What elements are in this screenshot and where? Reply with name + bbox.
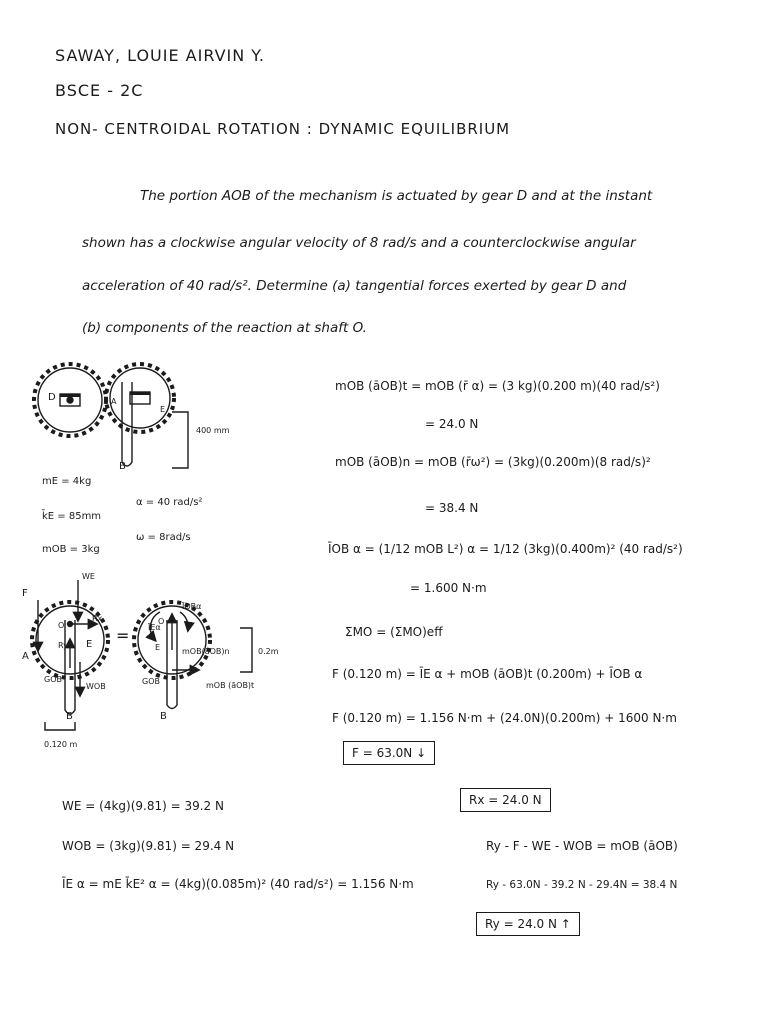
eq-tangential: mOB (āOB)t = mOB (r̄ α) = (3 kg)(0.200 m)(40 rad/s²) bbox=[335, 379, 660, 393]
fbd-label-dist: 0.120 m bbox=[44, 740, 78, 749]
eq-moment-expand: F (0.120 m) = ĪE α + mOB (āOB)t (0.200m) + ĪOB α bbox=[332, 667, 643, 681]
problem-line-1: The portion AOB of the mechanism is actuated by gear D and at the instant bbox=[140, 188, 653, 204]
given-alpha: α = 40 rad/s² bbox=[136, 497, 203, 508]
fbd-label-a: A bbox=[22, 651, 29, 662]
fbd-label-f: F bbox=[22, 588, 28, 599]
given-radius-gyration: k̄E = 85mm bbox=[42, 511, 102, 522]
given-omega: ω = 8rad/s bbox=[136, 532, 191, 543]
section-label: BSCE - 2C bbox=[55, 81, 144, 100]
problem-line-4: (b) components of the reaction at shaft O. bbox=[82, 320, 367, 336]
eq-normal: mOB (āOB)n = mOB (r̄ω²) = (3kg)(0.200m)(8 rad/s)² bbox=[335, 455, 651, 469]
fbd-label-wob: WOB bbox=[86, 682, 106, 691]
eq-inertia-e: ĪE α = mE k̄E² α = (4kg)(0.085m)² (40 rad/s²) = 1.156 N·m bbox=[62, 877, 414, 891]
eq-weight-ob: WOB = (3kg)(9.81) = 29.4 N bbox=[62, 839, 235, 853]
fbd-label-rx: Rx bbox=[92, 614, 103, 623]
fbd-equals: = bbox=[116, 626, 131, 645]
label-length: 400 mm bbox=[196, 426, 230, 435]
kin-label-dist: 0.2m bbox=[258, 647, 279, 656]
kin-label-iea: ĪEα bbox=[148, 623, 161, 632]
kin-label-ioba: ĪOBα bbox=[182, 602, 202, 611]
given-mass-e: mE = 4kg bbox=[42, 476, 92, 487]
problem-line-2: shown has a clockwise angular velocity of 8 rad/s and a counterclockwise angular bbox=[82, 235, 636, 251]
label-b: B bbox=[119, 461, 126, 472]
eq-vertical-values: Ry - 63.0N - 39.2 N - 29.4N = 38.4 N bbox=[486, 879, 678, 891]
label-a: A bbox=[111, 397, 117, 406]
gear-d-icon bbox=[34, 364, 106, 436]
answer-f: F = 63.0N ↓ bbox=[343, 741, 435, 765]
problem-line-3: acceleration of 40 rad/s². Determine (a) tangential forces exerted by gear D and bbox=[82, 278, 627, 294]
eq-weight-e: WE = (4kg)(9.81) = 39.2 N bbox=[62, 799, 224, 813]
given-mass-ob: mOB = 3kg bbox=[42, 544, 100, 555]
eq-inertia-ob-result: = 1.600 N·m bbox=[410, 581, 487, 595]
eq-moment-values: F (0.120 m) = 1.156 N·m + (24.0N)(0.200m) + 1600 N·m bbox=[332, 711, 677, 725]
eq-moment-sum: ΣMO = (ΣMO)eff bbox=[345, 625, 443, 639]
kin-label-mn: mOB(āOB)n bbox=[182, 647, 230, 656]
eq-tangential-result: = 24.0 N bbox=[425, 417, 479, 431]
kin-label-e: E bbox=[155, 643, 161, 652]
fbd-label-e: E bbox=[86, 639, 93, 650]
eq-normal-result: = 38.4 N bbox=[425, 501, 479, 515]
kin-label-mt: mOB (āOB)t bbox=[206, 681, 255, 690]
answer-rx: Rx = 24.0 N bbox=[460, 788, 551, 812]
topic-title: NON- CENTROIDAL ROTATION : DYNAMIC EQUILIBRIUM bbox=[55, 120, 511, 138]
eq-inertia-ob: ĪOB α = (1/12 mOB L²) α = 1/12 (3kg)(0.400m)² (40 rad/s²) bbox=[328, 542, 683, 556]
eq-vertical-sum: Ry - F - WE - WOB = mOB (āOB) bbox=[486, 839, 678, 853]
fbd-label-o: O bbox=[58, 621, 65, 630]
fbd-label-ry: Ry bbox=[58, 641, 68, 650]
answer-ry: Ry = 24.0 N ↑ bbox=[476, 912, 580, 936]
fbd-label-b: B bbox=[66, 711, 73, 722]
kin-label-b: B bbox=[160, 711, 167, 722]
fbd-label-we: WE bbox=[82, 572, 95, 581]
label-d: D bbox=[48, 392, 56, 403]
student-name: SAWAY, LOUIE AIRVIN Y. bbox=[55, 46, 265, 65]
fbd-label-gob: GOB bbox=[44, 675, 62, 684]
kin-label-gob: GOB bbox=[142, 677, 160, 686]
label-e: E bbox=[160, 405, 166, 414]
kin-label-o: O bbox=[158, 617, 165, 626]
